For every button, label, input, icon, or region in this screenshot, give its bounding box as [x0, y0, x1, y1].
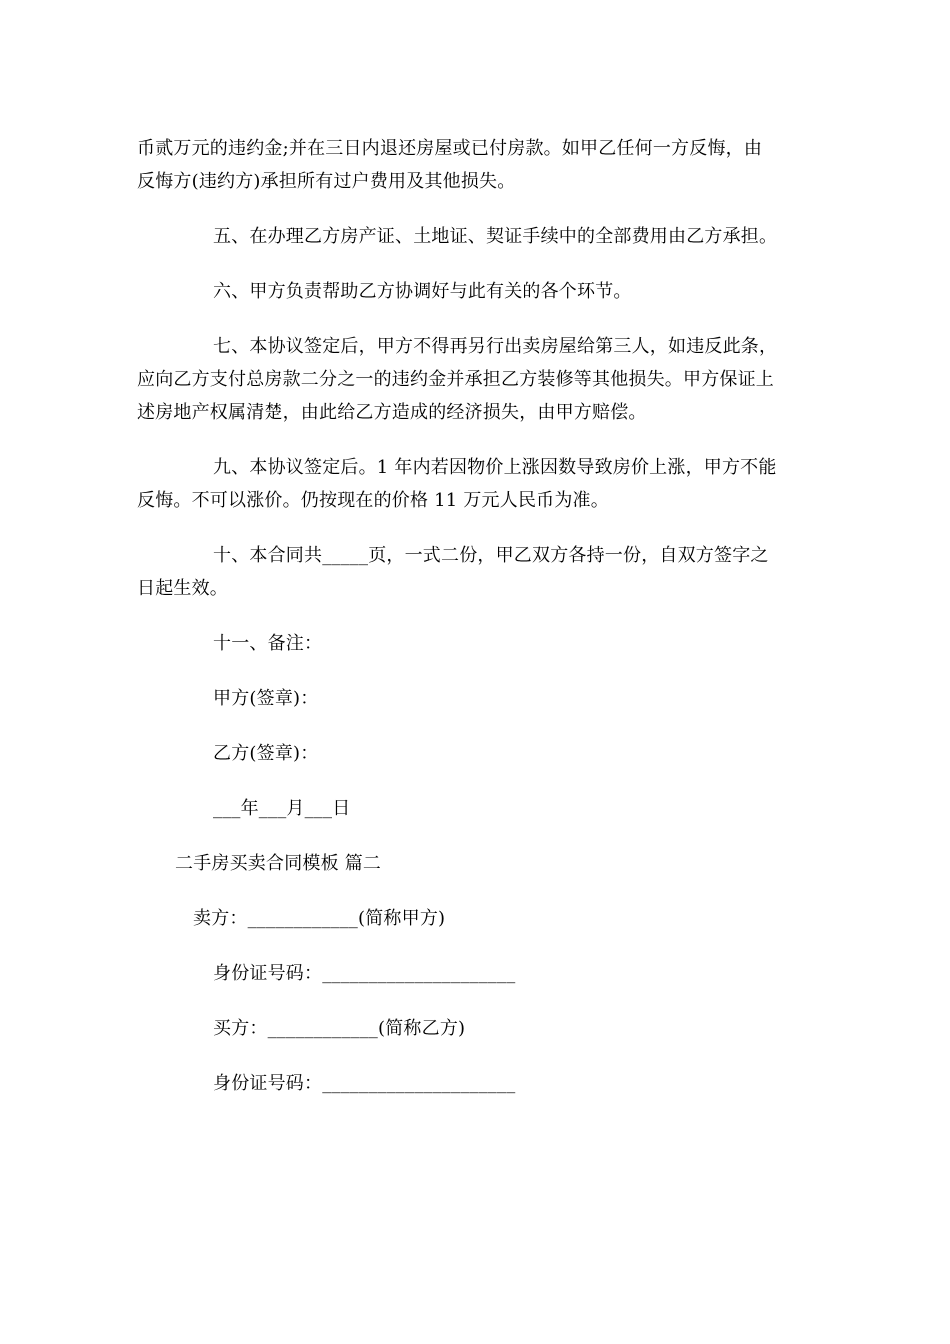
date-line: ___年___月___日	[213, 798, 351, 819]
party-a-signature: 甲方(签章)：	[213, 688, 319, 709]
clause-eleven-remarks: 十一、备注：	[213, 633, 323, 654]
text-line: 日起生效。	[137, 578, 228, 599]
text-line: 述房地产权属清楚，由此给乙方造成的经济损失，由甲方赔偿。	[137, 402, 647, 423]
clause-five: 五、在办理乙方房产证、土地证、契证手续中的全部费用由乙方承担。	[213, 226, 778, 247]
text-line: 反悔。不可以涨价。仍按现在的价格 11 万元人民币为准。	[137, 490, 609, 511]
party-b-signature: 乙方(签章)：	[213, 743, 319, 764]
clause-seven: 七、本协议签定后，甲方不得再另行出卖房屋给第三人，如违反此条，	[213, 336, 778, 357]
clause-nine: 九、本协议签定后。1 年内若因物价上涨因数导致房价上涨，甲方不能	[213, 457, 777, 478]
clause-six: 六、甲方负责帮助乙方协调好与此有关的各个环节。	[213, 281, 632, 302]
text-line: 反悔方(违约方)承担所有过户费用及其他损失。	[137, 171, 516, 192]
section-title: 二手房买卖合同模板 篇二	[175, 853, 382, 874]
text-line: 应向乙方支付总房款二分之一的违约金并承担乙方装修等其他损失。甲方保证上	[137, 369, 774, 390]
seller-id-line: 身份证号码：_____________________	[213, 963, 516, 984]
clause-ten: 十、本合同共_____页，一式二份，甲乙双方各持一份，自双方签字之	[213, 545, 769, 566]
buyer-line: 买方：____________(简称乙方)	[213, 1018, 466, 1039]
text-line: 币贰万元的违约金;并在三日内退还房屋或已付房款。如甲乙任何一方反悔，由	[137, 138, 763, 159]
seller-line: 卖方：____________(简称甲方)	[193, 908, 446, 929]
buyer-id-line: 身份证号码：_____________________	[213, 1073, 516, 1094]
